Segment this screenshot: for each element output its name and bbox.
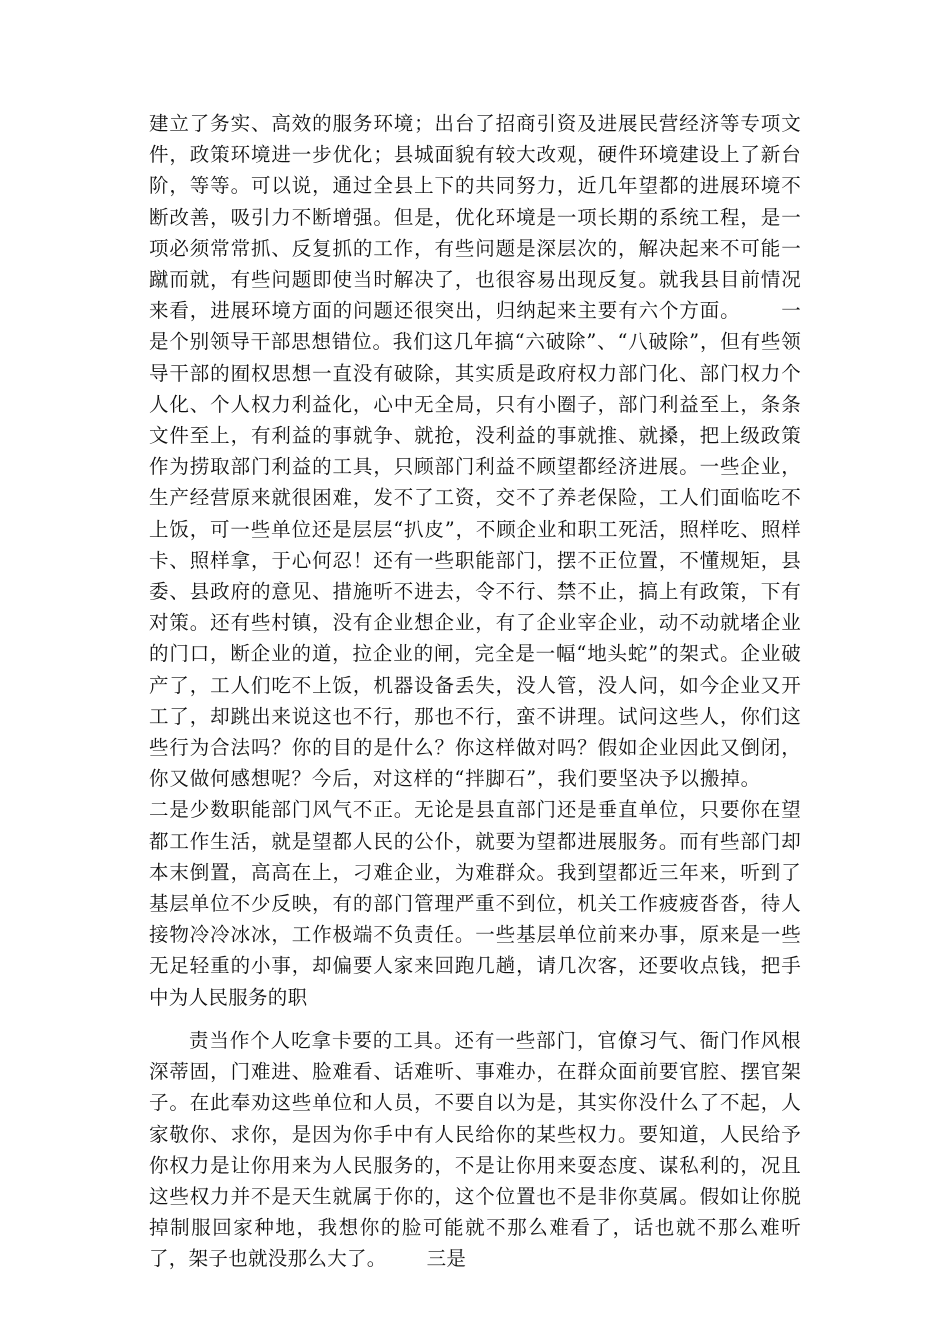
point-2-text: 二是少数职能部门风气不正。无论是县直部门还是垂直单位，只要你在望都工作生活，就是望都人民的公仆，就要为望都进展服务。而有些部门却本末倒置，高高在上，刁难企业，为难群众。我到望都近三年来，听到了基层单位不少反映，有的部门管理严重不到位，机关工作疲疲沓沓，待人接物冷冷冰冰，工作极端不负责任。一些基层单位前来办事，原来是一些无足轻重的小事，却偏要人家来回跑几趟，请几次客，还要收点钱，把手中为人民服务的职 bbox=[149, 798, 801, 1009]
point-1-text: 一是个别领导干部思想错位。我们这几年搞“六破除”、“八破除”，但有些领导干部的囿权思想一直没有破除，其实质是政府权力部门化、部门权力个人化、个人权力利益化，心中无全局，只有小圈子，部门利益至上，条条文件至上，有利益的事就争、就抢，没利益的事就推、就搡，把上级政策作为捞取部门利益的工具，只顾部门利益不顾望都经济进展。一些企业，生产经营原来就很困难，发不了工资，交不了养老保险，工人们面临吃不上饭，可一些单位还是层层“扒皮”，不顾企业和职工死活，照样吃、照样卡、照样拿，于心何忍！还有一些职能部门，摆不正位置，不懂规矩，县委、县政府的意见、措施听不进去，令不行、禁不止，搞上有政策，下有对策。还有些村镇，没有企业想企业，有了企业宰企业，动不动就堵企业的门口，断企业的道，拉企业的闸，完全是一幅“地头蛇”的架式。企业破产了，工人们吃不上饭，机器设备丢失，没人管，没人问，如今企业又开工了，却跳出来说这也不行，那也不行，蛮不讲理。试问这些人，你们这些行为合法吗？你的目的是什么？你这样做对吗？假如企业因此又倒闭，你又做何感想呢？今后，对这样的“拌脚石”，我们要坚决予以搬掉。 bbox=[149, 299, 801, 791]
paragraph-1 bbox=[149, 108, 801, 1013]
point-3-start: 三是 bbox=[426, 1247, 467, 1271]
paragraph-2-lead: 责当作个人吃拿卡要的工具。还有一些部门，官僚习气、衙门作风根深蒂固，门难进、脸难看、话难听、事难办，在群众面前要官腔、摆官架子。在此奉劝这些单位和人员，不要自以为是，其实你没什么了不起，人家敬你、求你，是因为你手中有人民给你的某些权力。要知道，人民给予你权力是让你用来为人民服务的，不是让你用来耍态度、谋私利的，况且这些权力并不是天生就属于你的，这个位置也不是非你莫属。假如让你脱掉制服回家种地，我想你的脸可能就不那么难看了，话也就不那么难听了，架子也就没那么大了。 bbox=[149, 1029, 801, 1271]
paragraph-2 bbox=[149, 1025, 801, 1275]
paragraph-1-lead: 建立了务实、高效的服务环境；出台了招商引资及进展民营经济等专项文件，政策环境进一步优化；县城面貌有较大改观，硬件环境建设上了新台阶，等等。可以说，通过全县上下的共同努力，近几年望都的进展环境不断改善，吸引力不断增强。但是，优化环境是一项长期的系统工程，是一项必须常常抓、反复抓的工作，有些问题是深层次的，解决起来不可能一蹴而就，有些问题即使当时解决了，也很容易出现反复。就我县目前情况来看，进展环境方面的问题还很突出，归纳起来主要有六个方面。 bbox=[149, 112, 801, 323]
